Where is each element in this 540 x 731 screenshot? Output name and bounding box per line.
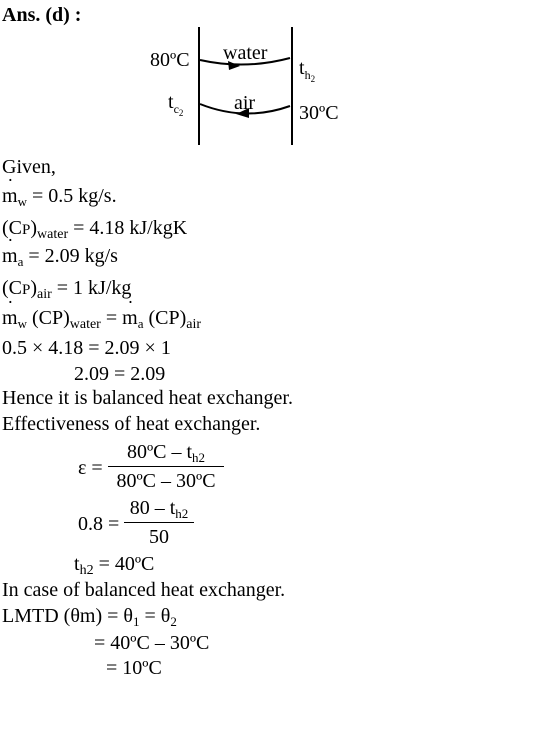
calc-line-1: 0.5 × 4.18 = 2.09 × 1: [2, 337, 171, 359]
calc-line-2: 2.09 = 2.09: [74, 363, 166, 385]
fraction-bar: [108, 466, 224, 467]
balanced-statement: Hence it is balanced heat exchanger.: [2, 387, 293, 409]
effectiveness-heading: Effectiveness of heat exchanger.: [2, 413, 261, 435]
air-mass-flow-line: ˙ $m_a = 2.09$ kg/s: [2, 244, 118, 268]
air-specific-heat-line: $(CP)_{air} = 1$ kJ/kg: [2, 277, 132, 302]
step2-lhs: 0.8 =: [78, 513, 120, 535]
fraction-bar: [124, 522, 194, 523]
effectiveness-fraction: [108, 439, 224, 494]
heat-exchanger-diagram: [140, 22, 360, 150]
water-label: water: [223, 42, 268, 64]
lmtd-line: LMTD $(\theta m) = \theta_1 = \theta_2$: [2, 605, 177, 629]
th2-result: $t_{h2}$ = 40ºC: [74, 553, 155, 578]
hot-outlet-symbol: $t_h2$: [299, 57, 316, 84]
step2-denominator: 50: [149, 526, 169, 548]
lmtd-substitution: = 40ºC – 30ºC: [94, 632, 210, 654]
effectiveness-denominator: 80ºC – 30ºC: [116, 470, 216, 492]
air-label: air: [234, 92, 256, 114]
balance-equation-line: ˙ $m_w$ $(CP)_{water}$ = ˙ $m_a$ $(CP)_{air}$: [2, 306, 201, 330]
hot-inlet-temp: 80ºC: [150, 49, 190, 71]
water-specific-heat-line: $(CP)_{water} = 4.18$ kJ/kgK: [2, 217, 188, 242]
cold-inlet-temp: 30ºC: [299, 102, 339, 124]
answer-heading: Ans. (d) :: [2, 4, 82, 26]
epsilon-lhs: ε =: [78, 457, 103, 479]
lmtd-intro: In case of balanced heat exchanger.: [2, 579, 286, 601]
water-mass-flow-line: ˙ $m_w = 0.5$ kg/s.: [2, 184, 117, 208]
given-label: Given,: [2, 156, 56, 178]
lmtd-result: = 10ºC: [106, 657, 162, 679]
effectiveness-numerator: 80ºC – $t_{h2}$: [126, 441, 206, 465]
step2-numerator: $80 - t_{h2}$: [129, 497, 189, 521]
cold-outlet-symbol: $t_c2$: [168, 91, 184, 118]
step2-fraction: [124, 495, 194, 550]
